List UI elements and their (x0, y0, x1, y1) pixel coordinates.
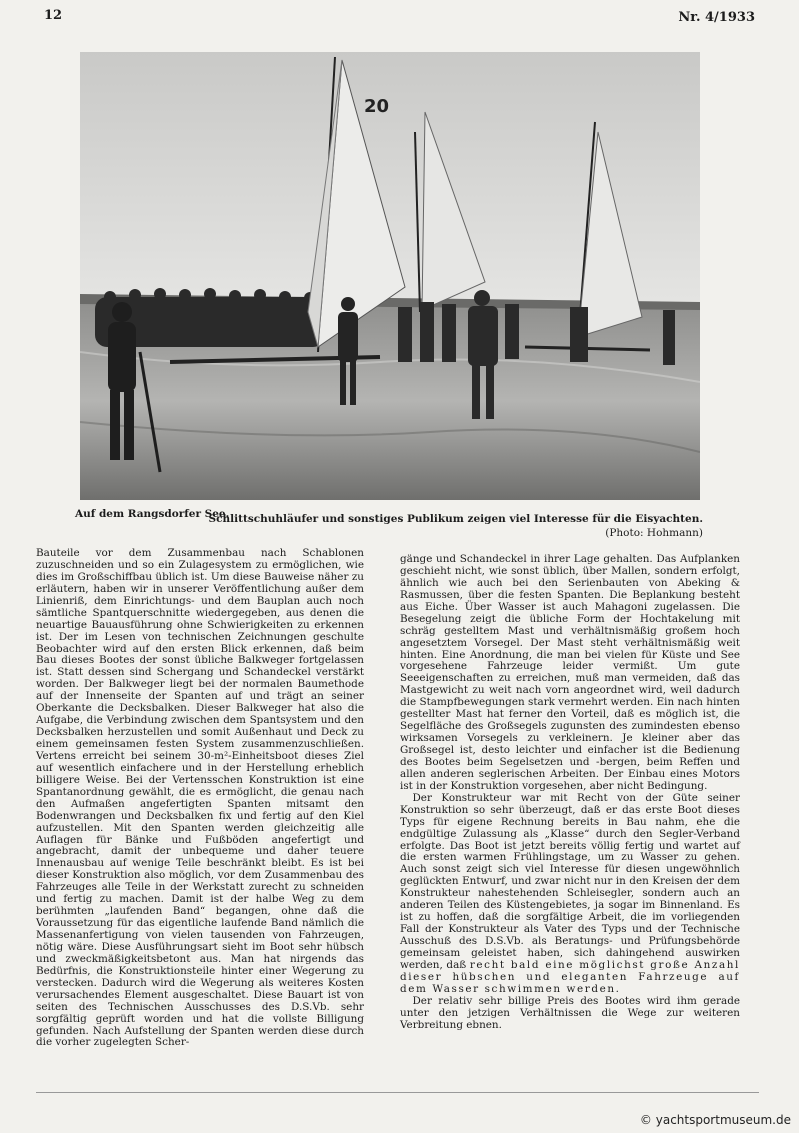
paragraph: Bauteile vor dem Zusammenbau nach Schablonen zuzuschneiden und so ein Zulagesystem zu ermöglichen, wie dies im Großschiffbau üblich ist. Um diese Bauweise näher zu erläutern, haben wir in unserer Veröffentlichung außer dem Linienriß, dem Einrichtungs- und dem Bauplan auch noch sämtliche Spantquerschnitte wiedergegeben, aus denen die neuartige Bauausführung ohne Schwierigkeiten zu erkennen ist. Der im Lesen von technischen Zeichnungen geschulte Beobachter wird auf den ersten Blick erkennen, daß beim Bau dieses Bootes der sonst übliche Balkweger fortgelassen ist. Statt dessen sind Schergang und Schandeckel verstärkt worden. Der Balkweger liegt bei der normalen Baumethode auf der Innenseite der Spanten auf und trägt an seiner Oberkante die Decksbalken. Dieser Balkweger hat also die Aufgabe, die Verbindung zwischen dem Spantsystem und den Decksbalken herzustellen und somit Außenhaut und Deck zu einem gemeinsamen festen System zusammenzuschließen. Vertens erreicht bei seinem 30-m²-Einheitsboot dieses Ziel auf wesentlich einfachere und in der Herstellung erheblich billigere Weise. Bei der Vertensschen Konstruktion ist eine Spantanordnung gewählt, die es ermöglicht, die genau nach den Aufmaßen angefertigten Spanten mitsamt den Bodenwrangen und Decksbalken fix und fertig auf den Kiel aufzustellen. Mit den Spanten werden gleichzeitig alle Auflagen für Bänke und Fußböden angefertigt und angebracht, damit der unbequeme und daher teuere Innenausbau auf wenige Teile beschränkt bleibt. Es ist bei dieser Konstruktion also möglich, vor dem Zusammenbau des Fahrzeuges alle Teile in der Werkstatt zurecht zu schneiden und fertig zu machen. Damit ist der halbe Weg zu dem berühmten „laufenden Band“ begangen, ohne daß die Voraussetzung für das eigentliche laufende Band nämlich die Massenanfertigung von vielen tausenden von Fahrzeugen, nötig wäre. Diese Ausführungsart sieht im Boot sehr hübsch und zweckmäßigkeitsbetont aus. Man hat nirgends das Bedürfnis, die Konstruktionsteile hinter einer Wegerung zu verstecken. Dadurch wird die Wegerung als weiteres Kosten verursachendes Element ausgeschaltet. Diese Bauart ist von seiten des Technischen Ausschusses des D.S.Vb. sehr sorgfältig geprüft worden und hat die vollste Billigung gefunden. Nach Aufstellung der Spanten werden diese durch die vorher zugelegten Scher- (36, 547, 364, 1049)
photo-caption-text: Schlittschuhläufer und sonstiges Publikum zeigen viel Interesse für die Eisyachten. (208, 513, 703, 525)
article-column-left (36, 548, 364, 1049)
photo-caption (209, 513, 703, 540)
ice-yachts-photo (80, 52, 700, 500)
footer-rule (36, 1092, 759, 1093)
photo-credit: (Photo: Hohmann) (605, 526, 703, 539)
paragraph: gänge und Schandeckel in ihrer Lage gehalten. Das Aufplanken geschieht nicht, wie sonst üblich, über Mallen, sondern erfolgt, ähnlich wie auch bei den Serienbauten von Abeking & Rasmussen, über die festen Spanten. Die Beplankung besteht aus Eiche. Über Wasser ist auch Mahagoni zugelassen. Die Besegelung zeigt die übliche Form der Hochtakelung mit schräg gestelltem Mast und verhältnismäßig großem hoch angesetztem Vorsegel. Der Mast steht verhältnismäßig weit hinten. Eine Anordnung, die man bei vielen für Küste und See vorgesehene Fahrzeuge leider vermißt. Um gute Seeeigenschaften zu erreichen, muß man vermeiden, daß das Mastgewicht zu weit nach vorn angeordnet wird, weil dadurch die Stampfbewegungen stark vermehrt werden. Ein nach hinten gestellter Mast hat ferner den Vorteil, daß es möglich ist, die Segelfläche des Großsegels zugunsten des zumindesten ebenso wirksamen Vorsegels zu verkleinern. Je kleiner aber das Großsegel ist, desto leichter und einfacher ist die Bedienung des Bootes beim Segelsetzen und -bergen, beim Reffen und allen anderen seglerischen Arbeiten. Der Einbau eines Motors ist in der Konstruktion vorgesehen, aber nicht Bedingung. (400, 553, 740, 792)
page-number: 12 (44, 8, 63, 23)
paragraph: Der relativ sehr billige Preis des Bootes wird ihm gerade unter den jetzigen Verhältnissen die Wege zur weiteren Verbreitung ebnen. (400, 994, 740, 1031)
article-column-right (400, 554, 740, 1032)
emphasized-text: recht bald eine möglichst große Anzahl dieser hübschen und eleganten Fahrzeuge auf dem Wasser schwimmen werden. (400, 958, 740, 995)
paragraph (400, 793, 740, 996)
sail-number: 20 (364, 96, 390, 117)
photo-caption-location: Auf dem Rangsdorfer See. (75, 508, 230, 520)
watermark: © yachtsportmuseum.de (639, 1113, 791, 1127)
issue-number: Nr. 4/1933 (678, 10, 755, 25)
paragraph-text: Der Konstrukteur war mit Recht von der Güte seiner Konstruktion so sehr überzeugt, daß er das erste Boot dieses Typs für eigene Rechnung bereits in Bau nahm, ehe die endgültige Zulassung als „Klasse“ durch den Segler-Verband erfolgte. Das Boot ist jetzt bereits völlig fertig und wartet auf die ersten warmen Frühlingstage, um zu Wasser zu gehen. Auch sonst zeigt sich viel Interesse für diesen ungewöhnlich geglückten Entwurf, und zwar nicht nur in den Kreisen der dem Konstrukteur nahestehenden Schleisegler, sondern auch an anderen Teilen des Küstengebietes, ja sogar im Binnenland. Es ist zu hoffen, daß die sorgfältige Arbeit, die im vorliegenden Fall der Konstrukteur als Vater des Typs und der Technische Ausschuß des D.S.Vb. als Beratungs- und Prüfungsbehörde gemeinsam geleistet haben, sich dahingehend auswirken werden, daß (400, 791, 740, 971)
